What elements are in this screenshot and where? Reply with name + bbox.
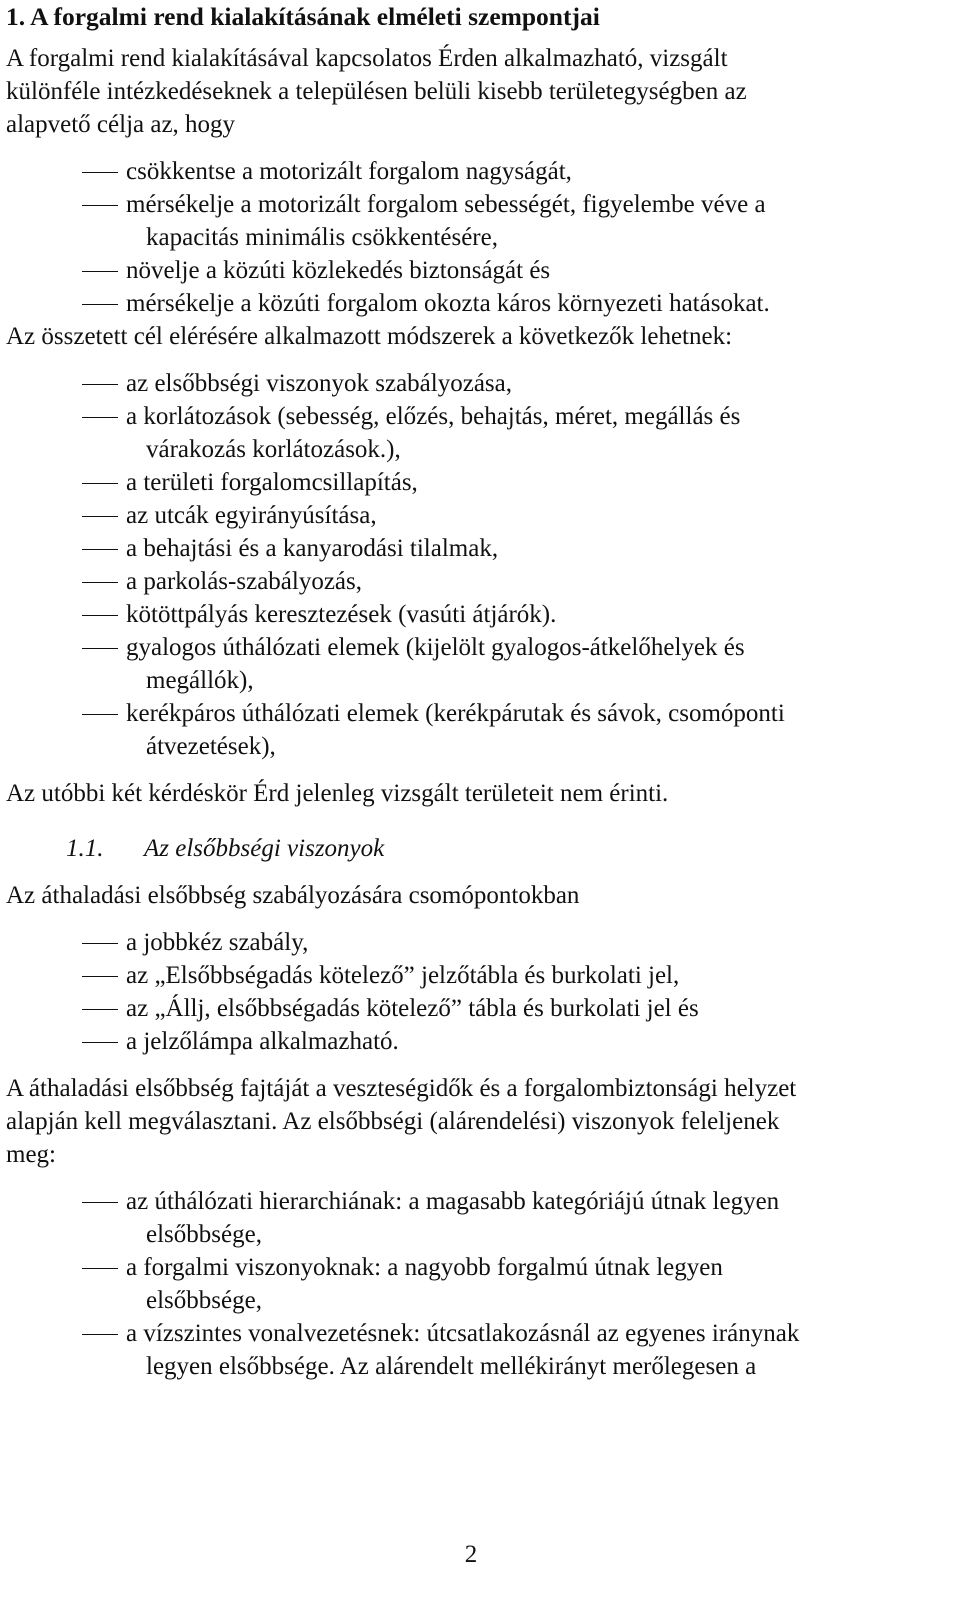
dash-bullet-icon xyxy=(82,565,118,598)
dash-bullet-icon xyxy=(82,926,118,959)
priority-rule-line: az „Állj, elsőbbségadás kötelező” tábla és burkolati jel és xyxy=(126,995,699,1022)
priority-rule-line: az „Elsőbbségadás kötelező” jelzőtábla és burkolati jel, xyxy=(126,962,680,989)
dash-bullet-icon xyxy=(82,466,118,499)
method-item xyxy=(6,499,936,532)
priority-intro: Az áthaladási elsőbbség szabályozására csomópontokban xyxy=(6,882,580,909)
method-line: az utcák egyirányúsítása, xyxy=(126,502,377,529)
criteria-line-continuation: elsőbbsége, xyxy=(146,1287,262,1314)
priority-rule-line: a jelzőlámpa alkalmazható. xyxy=(126,1028,399,1055)
dash-bullet-icon xyxy=(82,1251,118,1284)
dash-bullet-icon xyxy=(82,499,118,532)
criteria-line: a forgalmi viszonyoknak: a nagyobb forgalmú útnak legyen xyxy=(126,1254,723,1281)
priority-rule-item xyxy=(6,1025,936,1058)
priority-rule-line: a jobbkéz szabály, xyxy=(126,929,309,956)
method-line: kerékpáros úthálózati elemek (kerékpárutak és sávok, csomóponti xyxy=(126,700,785,727)
goal-line: növelje a közúti közlekedés biztonságát és xyxy=(126,257,551,284)
priority-rule-item xyxy=(6,992,936,1025)
dash-bullet-icon xyxy=(82,992,118,1025)
method-line-continuation: várakozás korlátozások.), xyxy=(146,436,401,463)
goal-item xyxy=(6,155,936,188)
method-item xyxy=(6,532,936,565)
dash-bullet-icon xyxy=(82,631,118,664)
method-line-continuation: megállók), xyxy=(146,667,254,694)
dash-bullet-icon xyxy=(82,1185,118,1218)
dash-bullet-icon xyxy=(82,400,118,433)
dash-bullet-icon xyxy=(82,254,118,287)
intro-line: különféle intézkedéseknek a településen belüli kisebb területegységben az xyxy=(6,78,747,105)
goal-line: mérsékelje a motorizált forgalom sebességét, figyelembe véve a xyxy=(126,191,766,218)
intro-line: alapvető célja az, hogy xyxy=(6,111,236,138)
intro-line: A forgalmi rend kialakításával kapcsolatos Érden alkalmazható, vizsgált xyxy=(6,45,728,72)
dash-bullet-icon xyxy=(82,959,118,992)
priority-rule-item xyxy=(6,959,936,992)
method-line-continuation: átvezetések), xyxy=(146,733,276,760)
method-item xyxy=(6,565,936,598)
dash-bullet-icon xyxy=(82,367,118,400)
dash-bullet-icon xyxy=(82,188,118,221)
goals-list xyxy=(6,155,936,320)
document-page xyxy=(6,0,936,1568)
method-line: gyalogos úthálózati elemek (kijelölt gyalogos-átkelőhelyek és xyxy=(126,634,745,661)
method-line: a parkolás-szabályozás, xyxy=(126,568,362,595)
criteria-list xyxy=(6,1185,936,1383)
goal-line: csökkentse a motorizált forgalom nagyságát, xyxy=(126,158,572,185)
priority-rule-item xyxy=(6,926,936,959)
methods-note: Az utóbbi két kérdéskör Érd jelenleg vizsgált területeit nem érinti. xyxy=(6,780,669,807)
choice-line: A áthaladási elsőbbség fajtáját a veszteségidők és a forgalombiztonsági helyzet xyxy=(6,1075,797,1102)
method-item xyxy=(6,400,936,466)
method-line: a területi forgalomcsillapítás, xyxy=(126,469,418,496)
dash-bullet-icon xyxy=(82,697,118,730)
method-item xyxy=(6,367,936,400)
goal-line-continuation: kapacitás minimális csökkentésére, xyxy=(146,224,498,251)
method-item xyxy=(6,466,936,499)
section-heading: 1. A forgalmi rend kialakításának elméleti szempontjai xyxy=(6,2,600,31)
goal-item xyxy=(6,188,936,254)
goal-item xyxy=(6,287,936,320)
method-item xyxy=(6,631,936,697)
dash-bullet-icon xyxy=(82,155,118,188)
criteria-item xyxy=(6,1185,936,1251)
goal-item xyxy=(6,254,936,287)
priority-rules-list xyxy=(6,926,936,1058)
dash-bullet-icon xyxy=(82,1317,118,1350)
criteria-line-continuation: legyen elsőbbsége. Az alárendelt mellékirányt merőlegesen a xyxy=(146,1353,757,1380)
subsection-title: Az elsőbbségi viszonyok xyxy=(144,835,385,862)
criteria-item xyxy=(6,1251,936,1317)
method-item xyxy=(6,697,936,763)
methods-list xyxy=(6,367,936,763)
criteria-line: az úthálózati hierarchiának: a magasabb kategóriájú útnak legyen xyxy=(126,1188,780,1215)
subsection-number: 1.1. xyxy=(66,835,104,862)
method-line: a behajtási és a kanyarodási tilalmak, xyxy=(126,535,499,562)
dash-bullet-icon xyxy=(82,287,118,320)
dash-bullet-icon xyxy=(82,598,118,631)
criteria-item xyxy=(6,1317,936,1383)
method-line: a korlátozások (sebesség, előzés, behajtás, méret, megállás és xyxy=(126,403,741,430)
method-line: kötöttpályás keresztezések (vasúti átjárók). xyxy=(126,601,557,628)
page-number: 2 xyxy=(464,1541,478,1568)
criteria-line-continuation: elsőbbsége, xyxy=(146,1221,262,1248)
criteria-line: a vízszintes vonalvezetésnek: útcsatlakozásnál az egyenes iránynak xyxy=(126,1320,800,1347)
method-item xyxy=(6,598,936,631)
choice-line: alapján kell megválasztani. Az elsőbbségi (alárendelési) viszonyok feleljenek xyxy=(6,1108,780,1135)
subsection-heading xyxy=(6,832,936,865)
dash-bullet-icon xyxy=(82,532,118,565)
methods-intro: Az összetett cél elérésére alkalmazott módszerek a következők lehetnek: xyxy=(6,323,733,350)
choice-line: meg: xyxy=(6,1141,56,1168)
goal-line: mérsékelje a közúti forgalom okozta káros környezeti hatásokat. xyxy=(126,290,770,317)
method-line: az elsőbbségi viszonyok szabályozása, xyxy=(126,370,512,397)
dash-bullet-icon xyxy=(82,1025,118,1058)
